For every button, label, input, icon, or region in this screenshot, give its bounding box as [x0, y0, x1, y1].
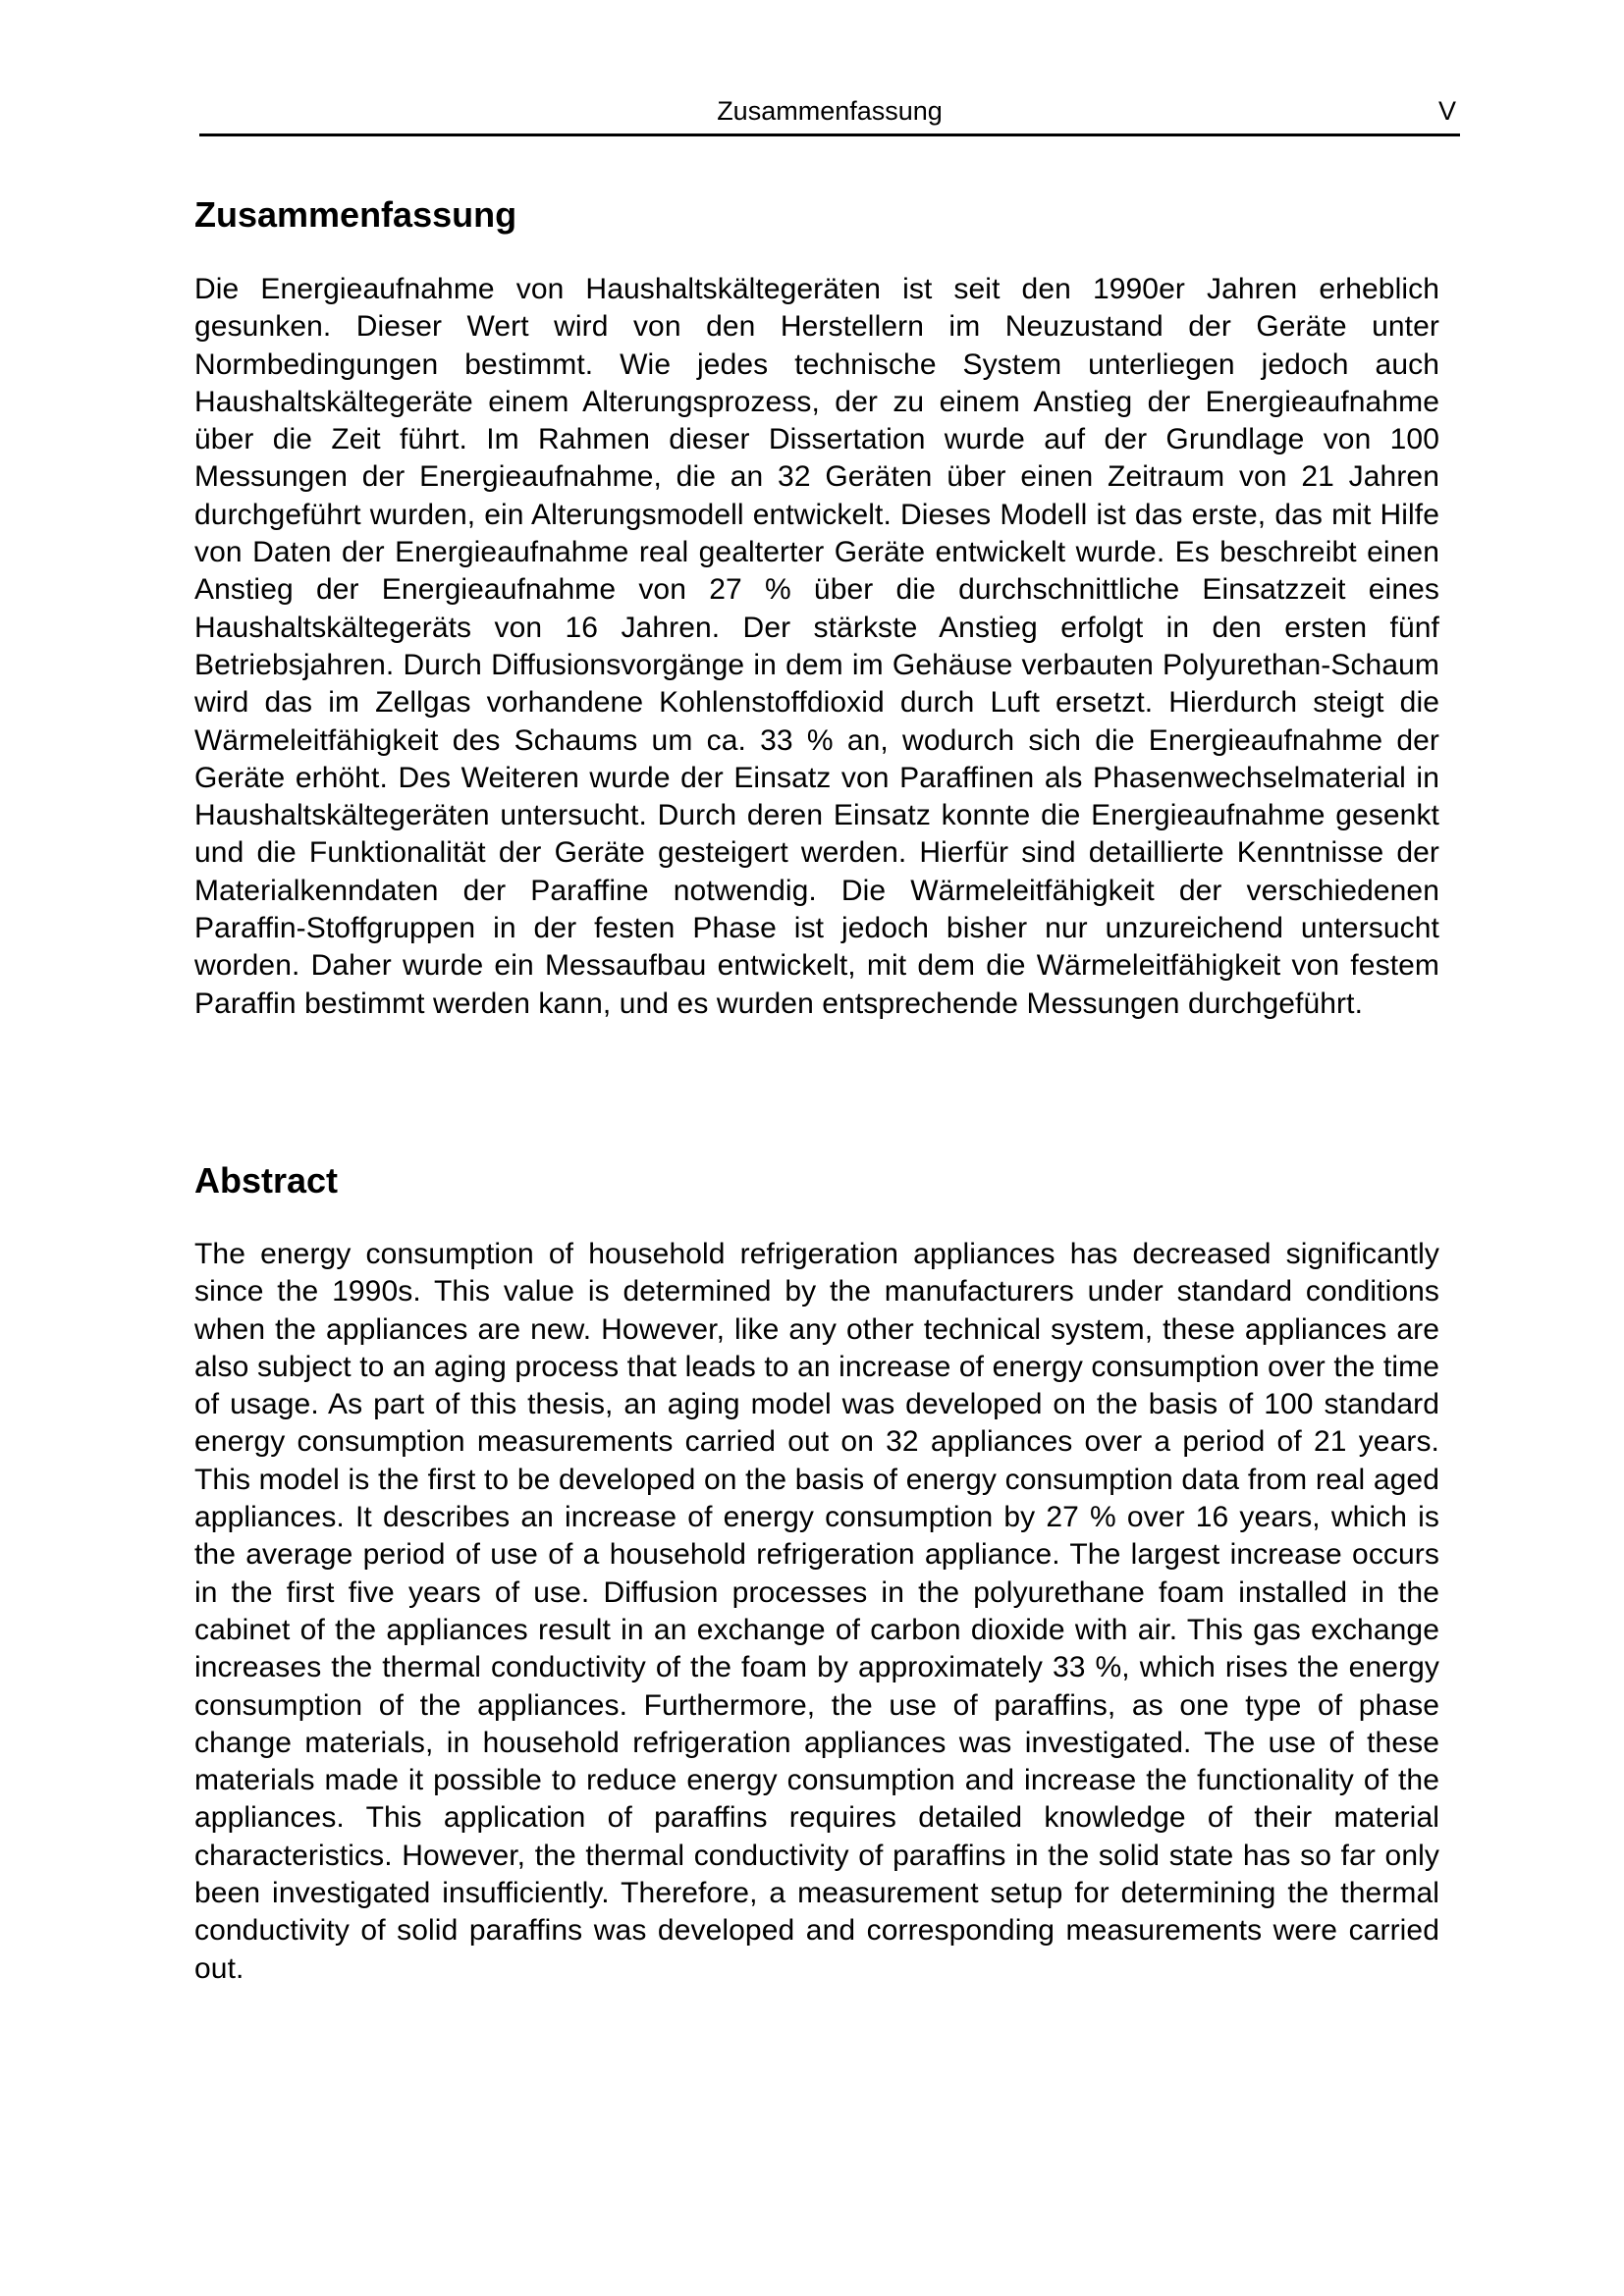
- running-header: [199, 91, 1460, 136]
- paragraph-abstract: The energy consumption of household refrigeration appliances has decreased significantly since the 1990s. This value is determined by the manufacturers under standard conditions when the appliances are new. However, like any other technical system, these appliances are also subject to an aging process that leads to an increase of energy consumption over the time of usage. As part of this thesis, an aging model was developed on the basis of 100 standard energy consumption measurements carried out on 32 appliances over a period of 21 years. This model is the first to be developed on the basis of energy consumption data from real aged appliances. It describes an increase of energy consumption by 27 % over 16 years, which is the average period of use of a household refrigeration appliance. The largest increase occurs in the first five years of use. Diffusion processes in the polyurethane foam installed in the cabinet of the appliances result in an exchange of carbon dioxide with air. This gas exchange increases the thermal conductivity of the foam by approximately 33 %, which rises the energy consumption of the appliances. Furthermore, the use of paraffins, as one type of phase change materials, in household refrigeration appliances was investigated. The use of these materials made it possible to reduce energy consumption and increase the functionality of the appliances. This application of paraffins requires detailed knowledge of their material characteristics. However, the thermal conductivity of paraffins in the solid state has so far only been investigated insufficiently. Therefore, a measurement setup for determining the thermal conductivity of solid paraffins was developed and corresponding measurements were carried out.: [194, 1238, 1439, 1985]
- section-heading-zusammenfassung: Zusammenfassung: [194, 194, 517, 235]
- paragraph-zusammenfassung: Die Energieaufnahme von Haushaltskältegeräten ist seit den 1990er Jahren erheblich gesunken. Dieser Wert wird von den Herstellern im Neuzustand der Geräte unter Normbedingungen bestimmt. Wie jedes technische System unterliegen jedoch auch Haushaltskältegeräte einem Alterungsprozess, der zu einem Anstieg der Energieaufnahme über die Zeit führt. Im Rahmen dieser Dissertation wurde auf der Grundlage von 100 Messungen der Energieaufnahme, die an 32 Geräten über einen Zeitraum von 21 Jahren durchgeführt wurden, ein Alterungsmodell entwickelt. Dieses Modell ist das erste, das mit Hilfe von Daten der Energieaufnahme real gealterter Geräte entwickelt wurde. Es beschreibt einen Anstieg der Energieaufnahme von 27 % über die durchschnittliche Einsatzzeit eines Haushaltskältegeräts von 16 Jahren. Der stärkste Anstieg erfolgt in den ersten fünf Betriebsjahren. Durch Diffusionsvorgänge in dem im Gehäuse verbauten Polyurethan-Schaum wird das im Zellgas vorhandene Kohlenstoffdioxid durch Luft ersetzt. Hierdurch steigt die Wärmeleitfähigkeit des Schaums um ca. 33 % an, wodurch sich die Energieaufnahme der Geräte erhöht. Des Weiteren wurde der Einsatz von Paraffinen als Phasenwechselmaterial in Haushaltskältegeräten untersucht. Durch deren Einsatz konnte die Energieaufnahme gesenkt und die Funktionalität der Geräte gesteigert werden. Hierfür sind detaillierte Kenntnisse der Materialkenndaten der Paraffine notwendig. Die Wärmeleitfähigkeit der verschiedenen Paraffin-Stoffgruppen in der festen Phase ist jedoch bisher nur unzureichend untersucht worden. Daher wurde ein Messaufbau entwickelt, mit dem die Wärmeleitfähigkeit von festem Paraffin bestimmt werden kann, und es wurden entsprechende Messungen durchgeführt.: [194, 273, 1439, 1020]
- running-header-title: Zusammenfassung: [717, 96, 943, 126]
- section-heading-abstract: Abstract: [194, 1160, 339, 1201]
- page-number: V: [1437, 96, 1456, 126]
